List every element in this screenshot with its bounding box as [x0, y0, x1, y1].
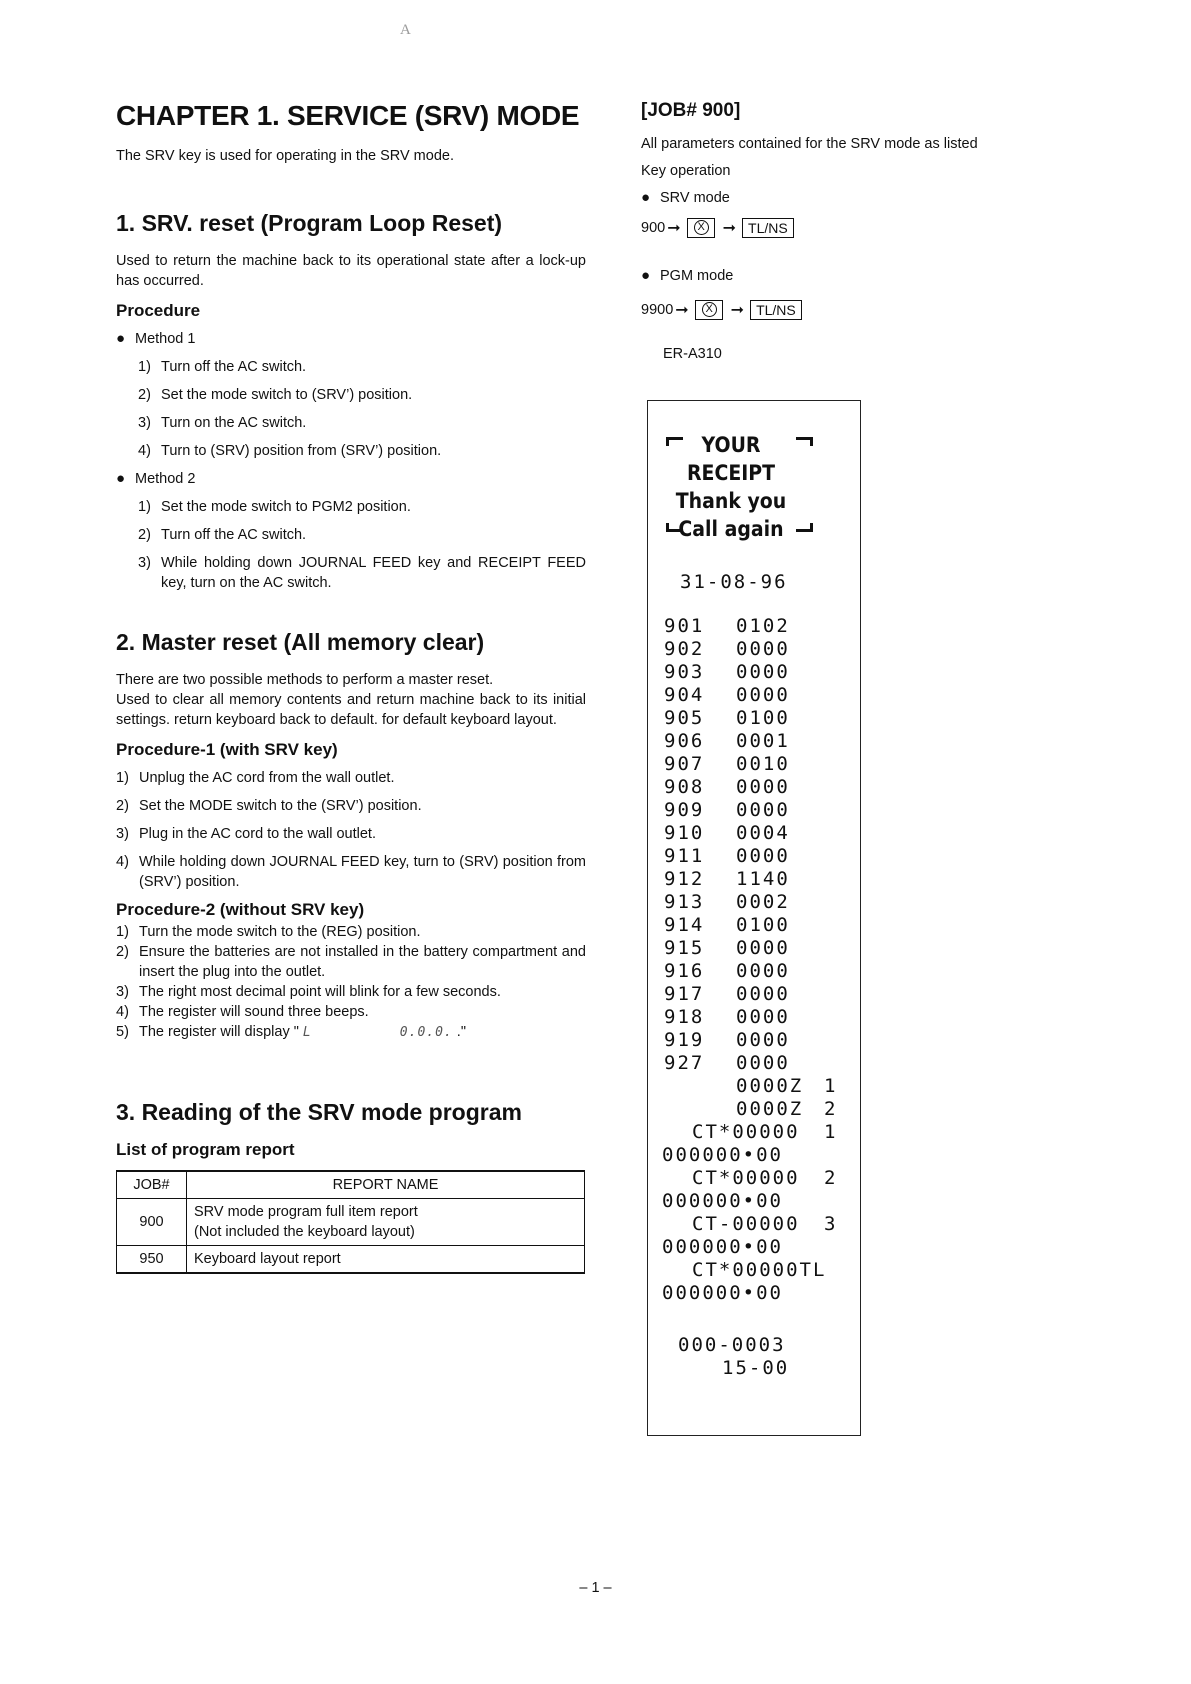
model-label: ER-A310 [663, 346, 722, 362]
list-item: 2) Ensure the batteries are not installed in the battery compartment and insert the plug into the outlet. [116, 944, 586, 980]
pgm-mode-label: PGM mode [660, 268, 734, 284]
procedure-1-steps [116, 768, 586, 892]
receipt-header: YOUR RECEIPT Thank you Call again [675, 433, 787, 541]
param-value: 0000 [736, 960, 790, 982]
pgm-code: 9900 [641, 302, 674, 318]
section-3-title: 3. Reading of the SRV mode program [116, 1099, 522, 1125]
job-900-description: All parameters contained for the SRV mode as listed [641, 136, 978, 152]
srv-code: 900 [641, 220, 666, 236]
param-code: 901 [664, 615, 705, 637]
param-code: 904 [664, 684, 705, 706]
method-2-steps [116, 497, 586, 593]
param-code: 906 [664, 730, 705, 752]
procedure-heading: Procedure [116, 301, 201, 320]
section-2-title: 2. Master reset (All memory clear) [116, 629, 485, 655]
ct-amount: 000000•00 [662, 1144, 783, 1166]
table-header-row [117, 1171, 585, 1199]
procedure-2-steps [116, 922, 586, 1043]
pgm-key-sequence [641, 300, 1111, 320]
report-name-cell: Keyboard layout report [187, 1246, 585, 1274]
receipt-bracket-icon [796, 437, 813, 446]
ct-line: CT-00000 [692, 1213, 800, 1235]
receipt-footer-time: 15-00 [722, 1357, 790, 1379]
ct-line: CT*00000 [692, 1121, 800, 1143]
list-item: 1) Set the mode switch to PGM2 position. [138, 499, 411, 515]
srv-mode-bullet [641, 188, 1111, 208]
srv-key-sequence [641, 218, 1111, 238]
param-value: 0004 [736, 822, 790, 844]
table-row [117, 1246, 585, 1274]
param-code: 911 [664, 845, 705, 867]
param-value: 0010 [736, 753, 790, 775]
param-code: 903 [664, 661, 705, 683]
chapter-title: CHAPTER 1. SERVICE (SRV) MODE [116, 100, 580, 131]
param-value: 1140 [736, 868, 790, 890]
list-item: 2) Turn off the AC switch. [138, 527, 307, 543]
report-name-cell: SRV mode program full item report (Not included the keyboard layout) [187, 1199, 585, 1246]
param-code: 908 [664, 776, 705, 798]
method-1-label: Method 1 [135, 331, 196, 347]
program-report-list-title: List of program report [116, 1140, 295, 1159]
x-key-icon: X [695, 300, 723, 320]
ct-amount: 000000•00 [662, 1236, 783, 1258]
param-value: 0002 [736, 891, 790, 913]
param-value: 0000 [736, 661, 790, 683]
param-code: 918 [664, 1006, 705, 1028]
param-value: 0000 [736, 638, 790, 660]
list-item: 3) While holding down JOURNAL FEED key and RECEIPT FEED key, turn on the AC switch. [138, 555, 586, 591]
param-code: 914 [664, 914, 705, 936]
sample-receipt [647, 400, 861, 1436]
param-value: 0100 [736, 914, 790, 936]
procedure-2-heading: Procedure-2 (without SRV key) [116, 900, 365, 919]
srv-mode-label: SRV mode [660, 190, 730, 206]
param-value: 0000 [736, 1029, 790, 1051]
section-2-description-2: Used to clear all memory contents and return machine back to its initial settings. return keyboard back to default. for default keyboard layout. [116, 692, 586, 728]
arrow-icon: ➞ [730, 302, 745, 319]
param-value: 0000 [736, 776, 790, 798]
bullet-icon: ● [116, 470, 126, 487]
list-item: 2) Set the mode switch to (SRV’) position. [138, 387, 413, 403]
param-value: 0102 [736, 615, 790, 637]
list-item: 1) Unplug the AC cord from the wall outlet. [116, 770, 395, 786]
param-code: 912 [664, 868, 705, 890]
method-1-steps [116, 357, 586, 461]
param-value: 0000 [736, 1052, 790, 1074]
ct-amount: 000000•00 [662, 1190, 783, 1212]
display-readout-left: L [302, 1025, 312, 1040]
table-row [117, 1199, 585, 1246]
z-counter-tag: 1 [824, 1075, 838, 1097]
left-column [116, 100, 586, 1274]
list-item: 3) Plug in the AC cord to the wall outlet. [116, 826, 376, 842]
param-value: 0000 [736, 1006, 790, 1028]
tl-ns-key: TL/NS [742, 218, 794, 238]
bullet-icon: ● [641, 267, 651, 284]
section-1-title: 1. SRV. reset (Program Loop Reset) [116, 210, 503, 236]
arrow-icon: ➞ [667, 220, 681, 237]
z-counter: 0000Z [736, 1075, 804, 1097]
receipt-footer-number: 000-0003 [678, 1334, 786, 1356]
param-code: 907 [664, 753, 705, 775]
z-counter: 0000Z [736, 1098, 804, 1120]
program-report-table [116, 1170, 585, 1274]
page-letter-mark: A [400, 22, 411, 38]
section-1-description: Used to return the machine back to its operational state after a lock-up has occurred. [116, 253, 586, 289]
method-2-label: Method 2 [135, 471, 196, 487]
param-value: 0000 [736, 684, 790, 706]
list-item: 2) Set the MODE switch to the (SRV’) position. [116, 798, 422, 814]
param-value: 0000 [736, 845, 790, 867]
ct-amount: 000000•00 [662, 1282, 783, 1304]
chapter-intro: The SRV key is used for operating in the SRV mode. [116, 148, 454, 164]
list-item: 1) Turn off the AC switch. [138, 359, 307, 375]
list-item: 3) Turn on the AC switch. [138, 415, 307, 431]
list-item: 3) The right most decimal point will blink for a few seconds. [116, 984, 501, 1000]
job-cell: 950 [117, 1246, 187, 1274]
ct-line-tag: 1 [824, 1121, 838, 1143]
param-code: 905 [664, 707, 705, 729]
right-column [641, 100, 1111, 364]
column-header-report-name: REPORT NAME [187, 1171, 585, 1199]
z-counter-tag: 2 [824, 1098, 838, 1120]
ct-line: CT*00000 [692, 1167, 800, 1189]
list-item: 5) The register will display " L 0.0.0. ." [116, 1024, 466, 1040]
job-cell: 900 [117, 1199, 187, 1246]
x-key-icon: X [687, 218, 715, 238]
key-operation-label: Key operation [641, 163, 731, 179]
param-value: 0100 [736, 707, 790, 729]
list-item: 4) Turn to (SRV) position from (SRV’) position. [138, 443, 442, 459]
procedure-1-heading: Procedure-1 (with SRV key) [116, 740, 338, 759]
param-code: 910 [664, 822, 705, 844]
page-number: – 1 – [579, 1580, 612, 1596]
tl-ns-key: TL/NS [750, 300, 802, 320]
param-code: 916 [664, 960, 705, 982]
arrow-icon: ➞ [722, 220, 737, 237]
receipt-bracket-icon [796, 523, 813, 532]
bullet-icon: ● [116, 330, 126, 347]
ct-line-tag: 2 [824, 1167, 838, 1189]
receipt-date: 31-08-96 [680, 571, 788, 593]
param-value: 0000 [736, 983, 790, 1005]
arrow-icon: ➞ [675, 302, 689, 319]
param-code: 915 [664, 937, 705, 959]
display-readout-right: 0.0.0. [399, 1025, 453, 1040]
job-900-title: [JOB# 900] [641, 100, 741, 121]
param-value: 0000 [736, 937, 790, 959]
ct-line-tag: 3 [824, 1213, 838, 1235]
ct-line: CT*00000TL [692, 1259, 827, 1281]
method-1-bullet [116, 329, 586, 349]
list-item: 1) Turn the mode switch to the (REG) position. [116, 924, 421, 940]
param-value: 0001 [736, 730, 790, 752]
param-code: 913 [664, 891, 705, 913]
section-2-description-1: There are two possible methods to perform a master reset. [116, 672, 494, 688]
method-2-bullet [116, 469, 586, 489]
list-item: 4) The register will sound three beeps. [116, 1004, 369, 1020]
param-code: 909 [664, 799, 705, 821]
bullet-icon: ● [641, 189, 651, 206]
param-value: 0000 [736, 799, 790, 821]
param-code: 919 [664, 1029, 705, 1051]
param-code: 917 [664, 983, 705, 1005]
list-item: 4) While holding down JOURNAL FEED key, turn to (SRV) position from (SRV’) position. [116, 854, 586, 890]
pgm-mode-bullet [641, 266, 1111, 286]
param-code: 927 [664, 1052, 705, 1074]
column-header-job: JOB# [117, 1171, 187, 1199]
param-code: 902 [664, 638, 705, 660]
